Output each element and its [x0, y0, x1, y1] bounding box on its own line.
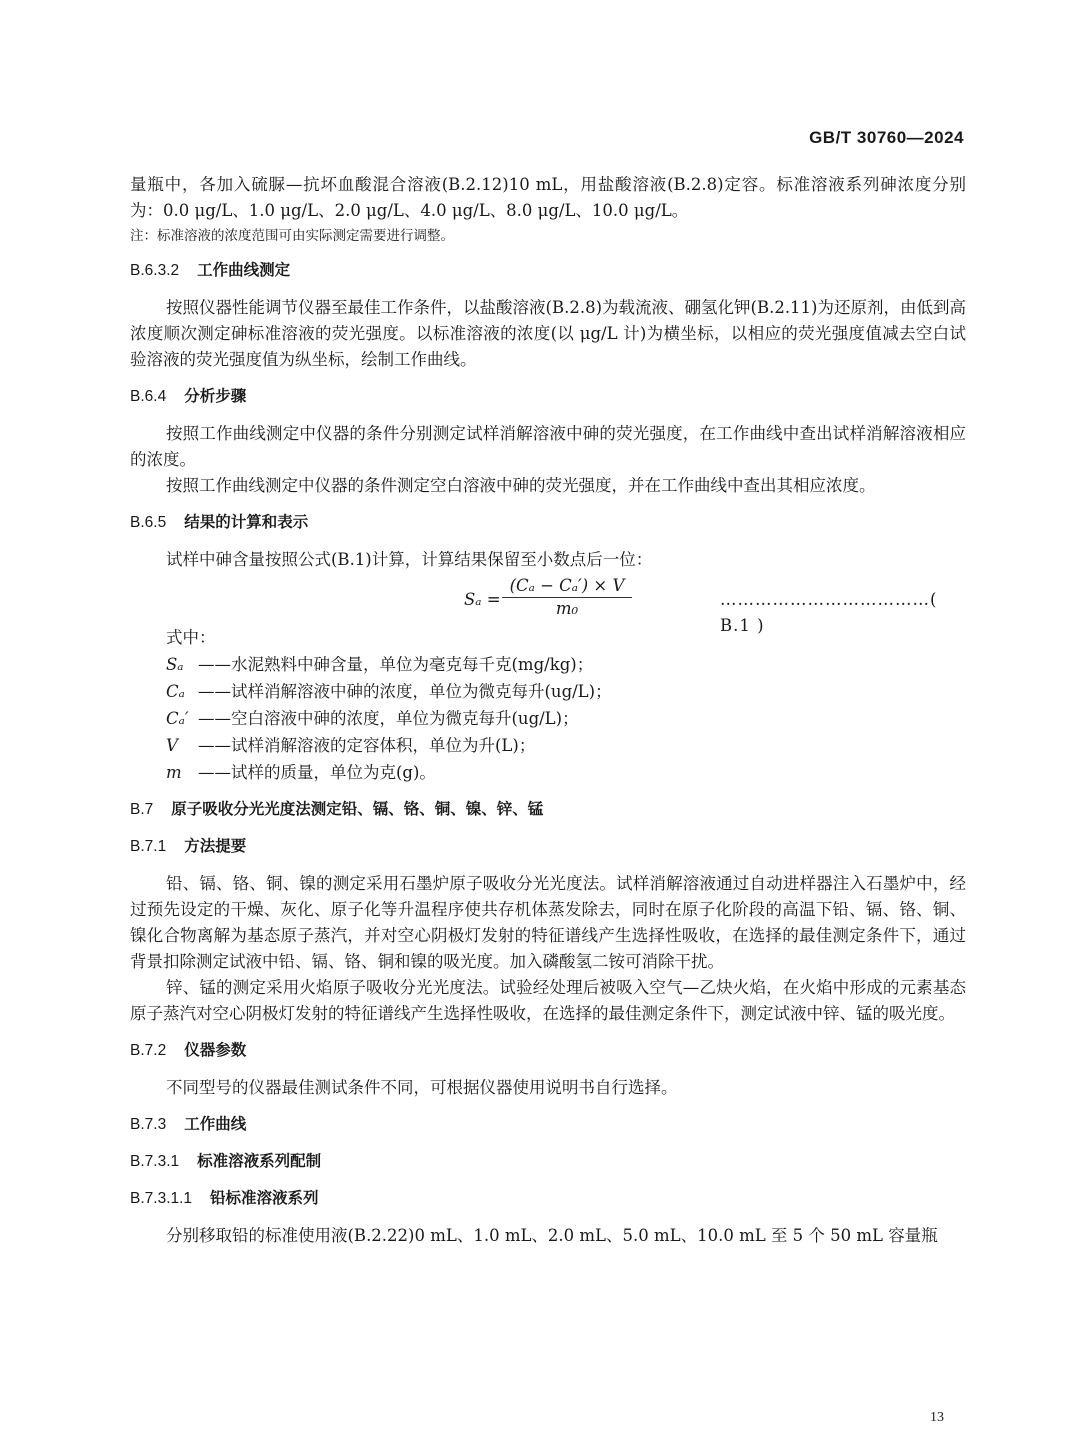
- section-title: 工作曲线测定: [197, 261, 291, 279]
- section-heading: [130, 1186, 966, 1211]
- paragraph: 锌、锰的测定采用火焰原子吸收分光光度法。试验经处理后被吸入空气—乙炔火焰，在火焰中形成的元素基态原子蒸汽对空心阴极灯发射的特征谱线产生选择性吸收，在选择的最佳测定条件下，测定试液中锌、锰的吸光度。: [130, 978, 966, 1023]
- variable-symbol: m: [166, 763, 182, 782]
- where-label: 式中：: [166, 628, 216, 647]
- section-heading: [130, 834, 966, 859]
- paragraph: 分别移取铅的标准使用液(B.2.22)0 mL、1.0 mL、2.0 mL、5.0 mL、10.0 mL 至 5 个 50 mL 容量瓶: [166, 1226, 938, 1245]
- section-number: B.6.3.2: [130, 262, 180, 279]
- section-heading: [130, 1038, 966, 1063]
- formula-number: ( B.1 ): [720, 590, 938, 635]
- section-title: 仪器参数: [184, 1041, 247, 1059]
- page-number: 13: [930, 1410, 944, 1425]
- section-number: B.7.3.1: [130, 1153, 180, 1170]
- variable-symbol: V: [166, 736, 178, 755]
- variable-description: ——试样消解溶液中砷的浓度，单位为微克每升(ug/L)；: [198, 682, 612, 701]
- document-body: [130, 172, 966, 1249]
- paragraph: 按照仪器性能调节仪器至最佳工作条件，以盐酸溶液(B.2.8)为载流液、硼氢化钾(B.2.11)为还原剂，由低到高浓度顺次测定砷标准溶液的荧光强度。以标准溶液的浓度(以 μg/L 计)为横坐标，以相应的荧光强度值减去空白试验溶液的荧光强度值为纵坐标，绘制工作曲线。: [130, 298, 966, 369]
- section-title: 原子吸收分光光度法测定铅、镉、铬、铜、镍、锌、锰: [171, 800, 544, 818]
- section-title: 方法提要: [184, 837, 247, 855]
- variable-definition: [130, 732, 966, 759]
- variable-description: ——水泥熟料中砷含量，单位为毫克每千克(mg/kg)；: [198, 655, 594, 674]
- paragraph: 量瓶中，各加入硫脲—抗坏血酸混合溶液(B.2.12)10 mL，用盐酸溶液(B.2.8)定容。标准溶液系列砷浓度分别为：0.0 μg/L、1.0 μg/L、2.0 μg/L、4.0 μg/L、8.0 μg/L、10.0 μg/L。: [130, 175, 966, 220]
- section-number: B.7.2: [130, 1042, 167, 1059]
- formula-lhs: Sₐ =: [464, 590, 501, 609]
- variable-description: ——试样消解溶液的定容体积，单位为升(L)；: [198, 736, 536, 755]
- paragraph: 铅、镉、铬、铜、镍的测定采用石墨炉原子吸收分光光度法。试样消解溶液通过自动进样器注入石墨炉中，经过预先设定的干燥、灰化、原子化等升温程序使共存机体蒸发除去，同时在原子化阶段的高温下铅、镉、铬、铜、镍化合物离解为基态原子蒸汽，并对空心阴极灯发射的特征谱线产生选择性吸收，在选择的最佳测定条件下，通过背景扣除测定试液中铅、镉、铬、铜和镍的吸光度。加入磷酸氢二铵可消除干扰。: [130, 874, 966, 971]
- section-heading: [130, 510, 966, 535]
- formula-label: [720, 587, 966, 639]
- formula-numerator: (Cₐ − Cₐ′) × V: [502, 575, 632, 598]
- section-title: 结果的计算和表示: [184, 513, 309, 531]
- section-number: B.6.5: [130, 514, 167, 531]
- section-number: B.7.3: [130, 1116, 167, 1133]
- variable-symbol: Sₐ: [166, 655, 184, 674]
- paragraph: 不同型号的仪器最佳测试条件不同，可根据仪器使用说明书自行选择。: [166, 1078, 678, 1097]
- formula-b1: [130, 575, 966, 635]
- section-number: B.7: [130, 801, 154, 818]
- section-number: B.7.3.1.1: [130, 1190, 193, 1207]
- variable-definition: [130, 759, 966, 786]
- section-title: 标准溶液系列配制: [197, 1152, 322, 1170]
- section-heading: [130, 258, 966, 283]
- variable-definition: [130, 651, 966, 678]
- variable-symbol: Cₐ′: [166, 709, 189, 728]
- section-number: B.6.4: [130, 388, 167, 405]
- section-heading: [130, 1149, 966, 1174]
- section-number: B.7.1: [130, 838, 167, 855]
- section-title: 分析步骤: [184, 387, 247, 405]
- variable-definition: [130, 678, 966, 705]
- section-heading: [130, 384, 966, 409]
- formula-leader-dots: ………………………………: [720, 590, 930, 609]
- formula-denominator: m₀: [555, 599, 579, 618]
- variable-symbol: Cₐ: [166, 682, 185, 701]
- section-heading: [130, 797, 966, 822]
- variable-description: ——试样的质量，单位为克(g)。: [198, 763, 436, 782]
- note: 注：标准溶液的浓度范围可由实际测定需要进行调整。: [130, 228, 454, 244]
- section-title: 铅标准溶液系列: [210, 1189, 319, 1207]
- formula-fraction: [502, 575, 632, 620]
- paragraph: 按照工作曲线测定中仪器的条件测定空白溶液中砷的荧光强度，并在工作曲线中查出其相应浓度。: [166, 476, 876, 495]
- section-heading: [130, 1112, 966, 1137]
- standard-number: GB/T 30760—2024: [809, 128, 964, 147]
- section-title: 工作曲线: [184, 1115, 247, 1133]
- variable-definition: [130, 705, 966, 732]
- paragraph: 按照工作曲线测定中仪器的条件分别测定试样消解溶液中砷的荧光强度，在工作曲线中查出试样消解溶液相应的浓度。: [130, 424, 966, 469]
- paragraph: 试样中砷含量按照公式(B.1)计算，计算结果保留至小数点后一位：: [166, 550, 653, 569]
- variable-description: ——空白溶液中砷的浓度，单位为微克每升(ug/L)；: [198, 709, 579, 728]
